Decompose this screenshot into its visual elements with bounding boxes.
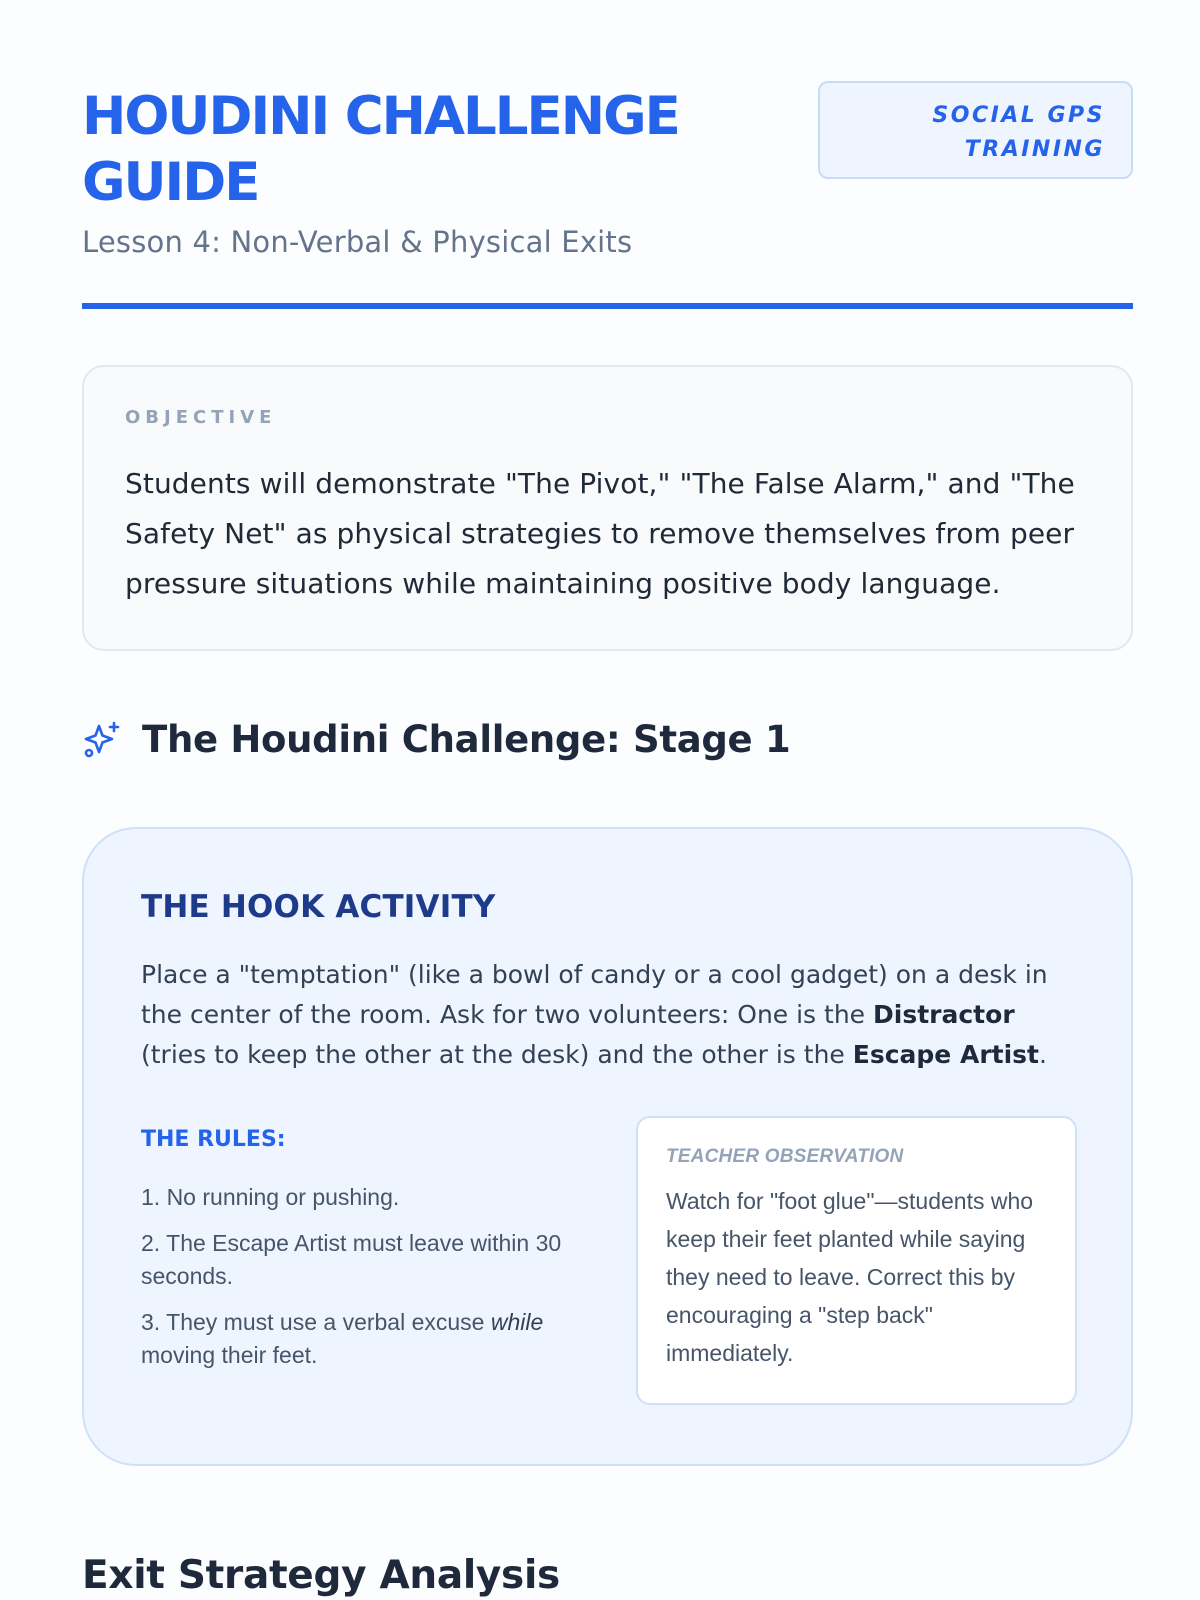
list-item [141, 1306, 601, 1372]
section-title: The Houdini Challenge: Stage 1 [142, 718, 791, 761]
distractor-term: Distractor [873, 1000, 1015, 1029]
list-item: 1. No running or pushing. [141, 1184, 400, 1210]
escape-artist-term: Escape Artist [852, 1040, 1039, 1069]
exit-strategy-heading: Exit Strategy Analysis [82, 1553, 560, 1598]
rule3-text-part1: 3. They must use a verbal excuse [141, 1309, 491, 1335]
hook-description [141, 955, 1075, 1075]
hook-text-part1: Place a "temptation" (like a bowl of candy or a cool gadget) on a desk in the center of the room. Ask for two volunteers: One is the [141, 960, 1048, 1029]
rules-section [141, 1127, 601, 1385]
page-title: HOUDINI CHALLENGE GUIDE [82, 86, 679, 213]
rules-list [141, 1181, 601, 1372]
teacher-observation-text: Watch for "foot glue"—students who keep their feet planted while saying they need to leave. Correct this by encouraging a "step back" immediately. [666, 1188, 1034, 1366]
rule3-emphasis: while [490, 1309, 544, 1335]
objective-text: Students will demonstrate "The Pivot," "The False Alarm," and "The Safety Net" as physical strategies to remove themselves from peer pressure situations while maintaining positive body language. [125, 467, 1075, 600]
lesson-subtitle: Lesson 4: Non-Verbal & Physical Exits [82, 225, 633, 259]
section-heading [82, 718, 790, 761]
teacher-observation-box [636, 1116, 1077, 1405]
rules-title: THE RULES: [141, 1127, 286, 1152]
list-item: 2. The Escape Artist must leave within 30 seconds. [141, 1230, 562, 1289]
objective-card [82, 365, 1133, 651]
teacher-observation-label: TEACHER OBSERVATION [666, 1146, 904, 1167]
brand-badge-line1: SOCIAL GPS [932, 103, 1105, 128]
header-divider [82, 303, 1133, 309]
brand-badge [818, 81, 1133, 179]
brand-badge-line2: TRAINING [964, 137, 1105, 162]
hook-text-part2: (tries to keep the other at the desk) and the other is the [141, 1040, 853, 1069]
sparkles-icon [82, 720, 122, 760]
hook-text-part3: . [1039, 1040, 1047, 1069]
objective-label: OBJECTIVE [125, 407, 277, 428]
rule3-text-part2: moving their feet. [141, 1342, 318, 1368]
hook-activity-card [82, 827, 1133, 1466]
hook-title: THE HOOK ACTIVITY [141, 889, 496, 925]
